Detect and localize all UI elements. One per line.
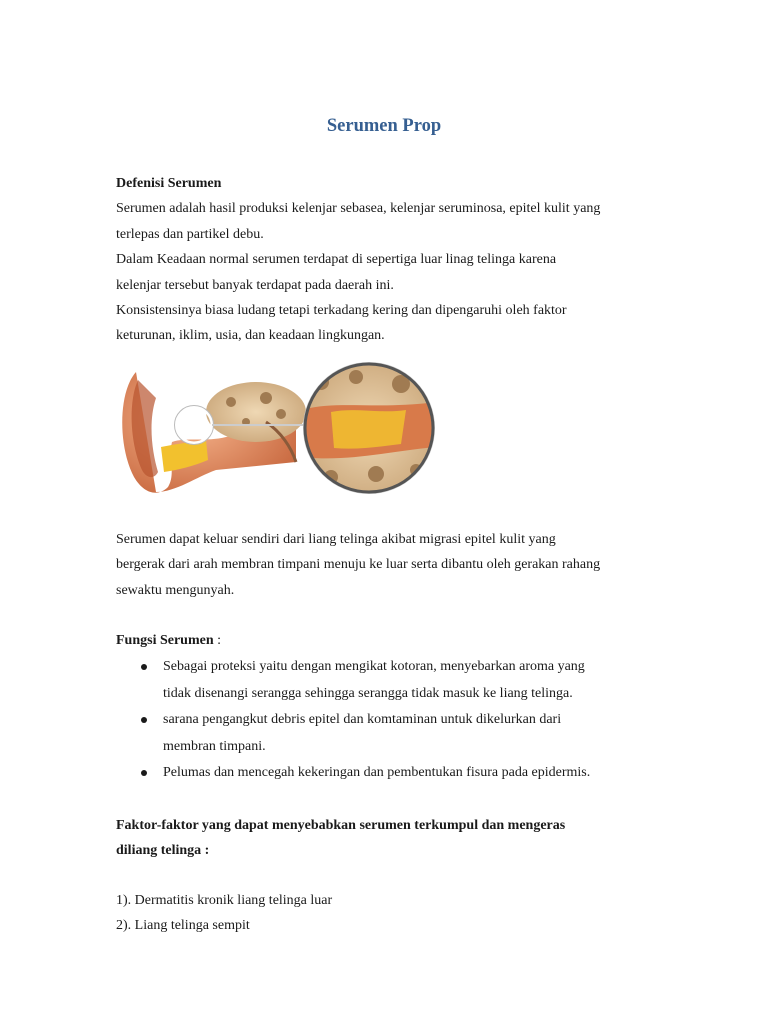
function-heading-row [116,628,661,653]
migration-line: Serumen dapat keluar sendiri dari liang telinga akibat migrasi epitel kulit yang [116,532,556,547]
ear-anatomy-illustration [116,352,446,500]
factors-section [116,813,661,864]
bullet-icon [141,664,147,670]
migration-section [116,527,661,603]
definition-line: Dalam Keadaan normal serumen terdapat di sepertiga luar linag telinga karena [116,252,557,268]
page-title: Serumen Prop [326,116,442,136]
factors-list [116,888,661,939]
definition-line: Konsistensinya biasa ludang tetapi terkadang kering dan dipengaruhi oleh faktor [116,303,567,319]
bullet-icon [141,717,147,723]
list-item: sarana pengangkut debris epitel dan komtaminan untuk dikelurkan dari membran timpani. [116,707,661,760]
function-list [116,654,661,787]
factor-item: 1). Dermatitis kronik liang telinga luar [116,893,333,908]
factor-item: 2). Liang telinga sempit [116,918,250,934]
function-heading-suffix: : [213,633,222,648]
factors-heading: diliang telinga : [116,843,210,859]
list-item: Sebagai proteksi yaitu dengan mengikat kotoran, menyebarkan aroma yang tidak disenangi serangga sehingga serangga tidak masuk ke liang telinga. [116,654,661,707]
list-item: Pelumas dan mencegah kekeringan dan pembentukan fisura pada epidermis. [116,760,661,787]
bullet-icon [141,770,147,776]
definition-line: terlepas dan partikel debu. [116,226,264,242]
definition-line: Serumen adalah hasil produksi kelenjar sebasea, kelenjar seruminosa, epitel kulit yang [116,201,601,217]
definition-heading: Defenisi Serumen [116,176,222,191]
migration-line: sewaktu mengunyah. [116,582,235,598]
definition-line: keturunan, iklim, usia, dan keadaan lingkungan. [116,328,385,344]
definition-line: kelenjar tersebut banyak terdapat pada daerah ini. [116,277,394,293]
function-heading: Fungsi Serumen [116,633,214,648]
definition-section [116,171,661,349]
migration-line: bergerak dari arah membran timpani menuju ke luar serta dibantu oleh gerakan rahang [116,557,601,573]
factors-heading: Faktor-faktor yang dapat menyebabkan serumen terkumpul dan mengeras [116,818,566,833]
